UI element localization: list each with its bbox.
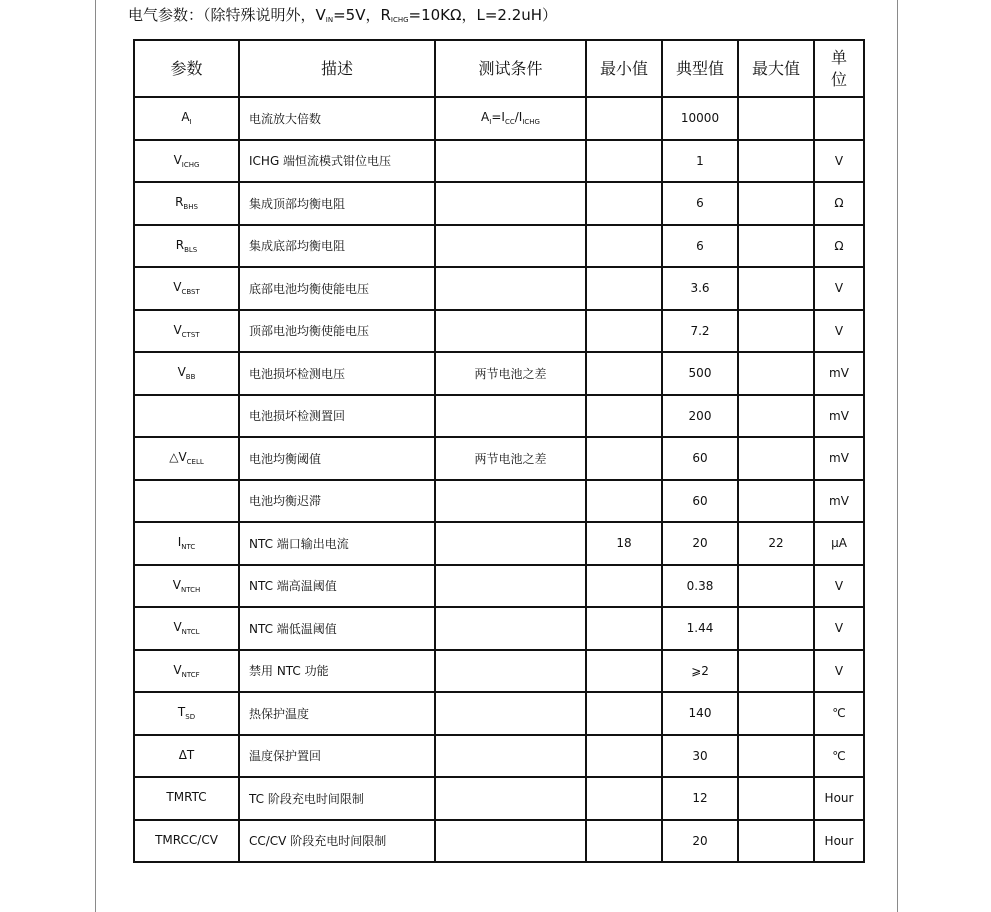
param-description: 电池损坏检测置回 — [239, 395, 435, 438]
param-symbol: $T_{SD}$ — [134, 692, 239, 735]
param-symbol: TMRCC/CV — [134, 820, 239, 863]
table-header-row — [134, 40, 864, 97]
typ-value: 3.6 — [662, 267, 738, 310]
col-header-param: 参数 — [134, 40, 239, 97]
typ-value: 60 — [662, 437, 738, 480]
typ-value: 140 — [662, 692, 738, 735]
param-description: TC 阶段充电时间限制 — [239, 777, 435, 820]
unit-value: mV — [814, 437, 864, 480]
unit-value: mV — [814, 352, 864, 395]
min-value — [586, 140, 662, 183]
min-value — [586, 650, 662, 693]
max-value — [738, 480, 814, 523]
unit-value: Ω — [814, 225, 864, 268]
max-value — [738, 565, 814, 608]
param-description: 集成底部均衡电阻 — [239, 225, 435, 268]
typ-value: 6 — [662, 225, 738, 268]
page-right-border — [897, 0, 898, 912]
test-condition — [435, 650, 586, 693]
electrical-parameters-table — [133, 39, 865, 863]
test-condition — [435, 480, 586, 523]
unit-value: mV — [814, 480, 864, 523]
param-symbol — [134, 480, 239, 523]
unit-value: V — [814, 140, 864, 183]
typ-value: 12 — [662, 777, 738, 820]
test-condition — [435, 267, 586, 310]
unit-value — [814, 97, 864, 140]
typ-value: 60 — [662, 480, 738, 523]
col-header-cond: 测试条件 — [435, 40, 586, 97]
test-condition — [435, 820, 586, 863]
table-row — [134, 182, 864, 225]
param-symbol: $R_{BHS}$ — [134, 182, 239, 225]
table-row — [134, 777, 864, 820]
max-value — [738, 692, 814, 735]
param-symbol: $R_{BLS}$ — [134, 225, 239, 268]
min-value — [586, 267, 662, 310]
min-value — [586, 182, 662, 225]
min-value — [586, 437, 662, 480]
test-condition: 两节电池之差 — [435, 437, 586, 480]
table-row — [134, 820, 864, 863]
unit-value: V — [814, 650, 864, 693]
col-header-max: 最大值 — [738, 40, 814, 97]
table-row — [134, 480, 864, 523]
table-row — [134, 395, 864, 438]
param-symbol: $I_{NTC}$ — [134, 522, 239, 565]
test-condition — [435, 310, 586, 353]
min-value — [586, 735, 662, 778]
param-description: 温度保护置回 — [239, 735, 435, 778]
table-row — [134, 140, 864, 183]
typ-value: 20 — [662, 522, 738, 565]
typ-value: 20 — [662, 820, 738, 863]
unit-value: Hour — [814, 777, 864, 820]
typ-value: 10000 — [662, 97, 738, 140]
param-symbol: $V_{NTCL}$ — [134, 607, 239, 650]
param-description: CC/CV 阶段充电时间限制 — [239, 820, 435, 863]
param-symbol: $V_{BB}$ — [134, 352, 239, 395]
col-header-typ: 典型值 — [662, 40, 738, 97]
table-row — [134, 607, 864, 650]
test-condition — [435, 607, 586, 650]
unit-value: V — [814, 267, 864, 310]
table-row — [134, 735, 864, 778]
param-description: 集成顶部均衡电阻 — [239, 182, 435, 225]
min-value — [586, 565, 662, 608]
min-value — [586, 225, 662, 268]
unit-value: Ω — [814, 182, 864, 225]
param-description: NTC 端高温阈值 — [239, 565, 435, 608]
min-value — [586, 777, 662, 820]
table-row — [134, 650, 864, 693]
max-value — [738, 777, 814, 820]
test-condition — [435, 692, 586, 735]
param-symbol: $V_{CTST}$ — [134, 310, 239, 353]
col-header-desc: 描述 — [239, 40, 435, 97]
typ-value: 7.2 — [662, 310, 738, 353]
page-left-border — [95, 0, 96, 912]
param-symbol: $V_{CBST}$ — [134, 267, 239, 310]
max-value — [738, 820, 814, 863]
test-condition — [435, 395, 586, 438]
param-description: NTC 端口输出电流 — [239, 522, 435, 565]
table-row — [134, 692, 864, 735]
param-description: 顶部电池均衡使能电压 — [239, 310, 435, 353]
max-value — [738, 140, 814, 183]
param-description: 电流放大倍数 — [239, 97, 435, 140]
min-value — [586, 480, 662, 523]
typ-value: 6 — [662, 182, 738, 225]
typ-value: ⩾2 — [662, 650, 738, 693]
param-symbol: $A_I$ — [134, 97, 239, 140]
table-row — [134, 310, 864, 353]
max-value — [738, 607, 814, 650]
unit-value: ℃ — [814, 692, 864, 735]
col-header-unit: 单 位 — [814, 40, 864, 97]
section-heading: 电气参数：（除特殊说明外，$V_{IN}=5V$，$R_{ICHG}=10K\Omega$，L=2.2uH） — [128, 6, 558, 24]
param-description: 禁用 NTC 功能 — [239, 650, 435, 693]
max-value — [738, 352, 814, 395]
table-row — [134, 225, 864, 268]
max-value: 22 — [738, 522, 814, 565]
test-condition — [435, 182, 586, 225]
test-condition — [435, 522, 586, 565]
typ-value: 1 — [662, 140, 738, 183]
max-value — [738, 437, 814, 480]
param-description: 电池损坏检测电压 — [239, 352, 435, 395]
test-condition — [435, 225, 586, 268]
unit-value: V — [814, 607, 864, 650]
table-row — [134, 352, 864, 395]
min-value — [586, 607, 662, 650]
min-value — [586, 97, 662, 140]
typ-value: 500 — [662, 352, 738, 395]
param-description: ICHG 端恒流模式钳位电压 — [239, 140, 435, 183]
table-row — [134, 97, 864, 140]
param-symbol: $V_{NTCF}$ — [134, 650, 239, 693]
table-row — [134, 565, 864, 608]
param-description: 电池均衡阈值 — [239, 437, 435, 480]
param-description: 电池均衡迟滞 — [239, 480, 435, 523]
table-body — [134, 97, 864, 862]
unit-value: mV — [814, 395, 864, 438]
typ-value: 200 — [662, 395, 738, 438]
param-symbol: ΔT — [134, 735, 239, 778]
unit-value: Hour — [814, 820, 864, 863]
param-description: 底部电池均衡使能电压 — [239, 267, 435, 310]
typ-value: 30 — [662, 735, 738, 778]
col-header-min: 最小值 — [586, 40, 662, 97]
typ-value: 0.38 — [662, 565, 738, 608]
max-value — [738, 182, 814, 225]
unit-value: μA — [814, 522, 864, 565]
min-value — [586, 310, 662, 353]
test-condition — [435, 565, 586, 608]
table-row — [134, 522, 864, 565]
min-value — [586, 820, 662, 863]
min-value — [586, 692, 662, 735]
min-value — [586, 352, 662, 395]
min-value: 18 — [586, 522, 662, 565]
param-symbol: $\triangle V_{CELL}$ — [134, 437, 239, 480]
test-condition: 两节电池之差 — [435, 352, 586, 395]
unit-value: V — [814, 565, 864, 608]
table-row — [134, 267, 864, 310]
max-value — [738, 225, 814, 268]
unit-value: V — [814, 310, 864, 353]
test-condition — [435, 735, 586, 778]
param-description: NTC 端低温阈值 — [239, 607, 435, 650]
max-value — [738, 395, 814, 438]
param-description: 热保护温度 — [239, 692, 435, 735]
table-row — [134, 437, 864, 480]
param-symbol: $V_{ICHG}$ — [134, 140, 239, 183]
max-value — [738, 97, 814, 140]
unit-value: ℃ — [814, 735, 864, 778]
min-value — [586, 395, 662, 438]
max-value — [738, 735, 814, 778]
max-value — [738, 267, 814, 310]
typ-value: 1.44 — [662, 607, 738, 650]
param-symbol — [134, 395, 239, 438]
param-symbol: $V_{NTCH}$ — [134, 565, 239, 608]
test-condition: $A_I=I_{CC}/I_{ICHG}$ — [435, 97, 586, 140]
test-condition — [435, 777, 586, 820]
max-value — [738, 310, 814, 353]
test-condition — [435, 140, 586, 183]
param-symbol: TMRTC — [134, 777, 239, 820]
max-value — [738, 650, 814, 693]
